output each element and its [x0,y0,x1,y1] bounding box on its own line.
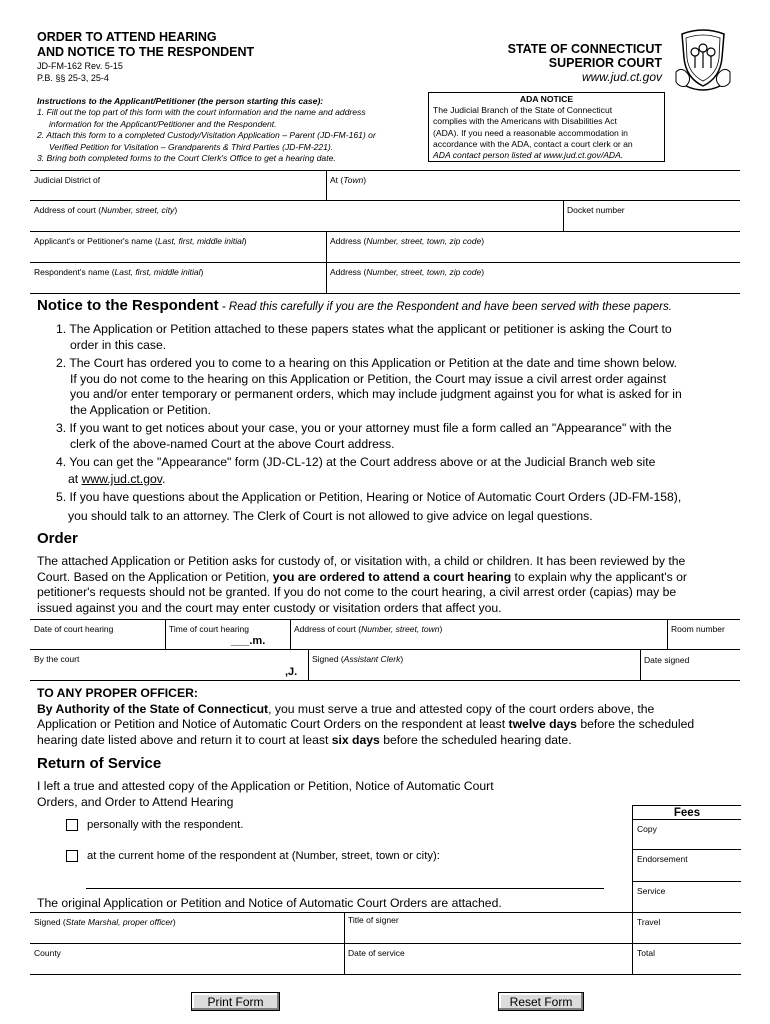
text-part: By Authority of the State of Connecticut [37,701,269,716]
ada-line: ADA contact person listed at www.jud.ct.gov/ADA. [433,150,624,161]
order-line: petitioner's requests should not be granted. If you do not come to the court hearing, a civil arrest order (capias) may be [37,585,677,600]
applicant-address-field[interactable] [326,232,740,263]
label-part: Address ( [330,236,367,246]
field-label: Travel [637,917,661,927]
attached-statement: The original Application or Petition and Notice of Automatic Court Orders are attached. [37,896,502,910]
ada-notice [428,92,665,162]
label-part: ) [200,267,204,277]
notice-item: you should talk to an attorney. The Clerk of Court is not allowed to give advice on legal questions. [68,509,593,523]
label-part: Address of court ( [34,205,102,215]
form-title-line1: ORDER TO ATTEND HEARING [37,30,217,44]
text-part: , you must serve a true and attested copy of the court orders above, the [268,701,655,716]
ada-line: accordance with the ADA, contact a court clerk or an [433,138,633,149]
by-the-court-field[interactable] [30,650,308,681]
label-part: ) [243,236,247,246]
state-seal-icon [672,28,734,92]
service-date-field[interactable] [344,944,632,975]
label-part: Number, street, town, zip code [366,267,482,277]
label-part: ) [174,205,178,215]
notice-item: 1. The Application or Petition attached to these papers states what the applicant or petitioner is asking the Court to [56,322,672,336]
text-part: Court. Based on the Application or Petition, [37,569,273,584]
text-part: six days [331,732,380,747]
court-name: SUPERIOR COURT [548,56,662,70]
label-part: Number, street, town, zip code [366,236,482,246]
text-part: hearing date listed above and return it to court at least [37,732,332,747]
field-label: Service [637,886,666,896]
return-line: Orders, and Order to Attend Hearing [37,794,234,809]
label-part: Last, first, middle initial [157,236,244,246]
label-part: ) [439,624,443,634]
label-part: Signed ( [34,917,66,927]
field-label: Time of court hearing [169,624,249,634]
return-text [37,779,494,810]
signer-title-field[interactable] [344,913,632,944]
label-part: At ( [330,175,344,185]
notice-item: 4. You can get the "Appearance" form (JD-CL-12) at the Court address above or at the Judicial Branch web site [56,455,656,469]
field-label: Endorsement [637,854,688,864]
print-form-button[interactable]: Print Form [191,992,280,1011]
field-label [330,267,484,277]
officer-line [37,733,694,749]
time-suffix: ___.m. [231,635,266,647]
form-number: JD-FM-162 Rev. 5-15 [37,61,123,71]
instruction-item: 3. Bring both completed forms to the Court Clerk's Office to get a hearing date. [37,153,336,164]
field-label [34,236,247,246]
ada-line: complies with the Americans with Disabilities Act [433,116,617,127]
order-text [37,554,687,616]
order-line: The attached Application or Petition asks for custody of, or visitation with, a child or children. It has been reviewed by the [37,554,686,568]
instruction-item: Verified Petition for Visitation – Grandparents & Third Parties (JD-FM-221). [49,141,334,152]
field-label: Judicial District of [34,175,101,185]
court-address-field[interactable] [30,201,563,232]
text-part: Application or Petition and Notice of Automatic Court Orders on the respondent at least [37,717,509,732]
hearing-time-field[interactable] [165,620,290,650]
personally-label: personally with the respondent. [87,819,244,831]
label-part: Address ( [330,267,367,277]
at-town-field[interactable] [326,171,740,201]
field-label [330,236,484,246]
field-label [312,654,403,664]
divider [633,805,741,806]
text-part: before the scheduled [576,717,695,732]
field-label: Date of service [348,948,405,958]
hearing-date-field[interactable] [30,620,165,650]
label-part: ) [481,267,485,277]
label-part: Respondent's name ( [34,267,115,277]
field-label [330,175,366,185]
notice-item: order in this case. [70,338,167,352]
home-checkbox[interactable] [66,850,78,862]
notice-item [68,471,165,487]
notice-subheading: - Read this carefully if you are the Respondent and have been served with these papers. [218,301,672,313]
field-label [34,205,177,215]
fee-service-field[interactable] [633,882,741,913]
label-part: Number, street, city [101,205,175,215]
ada-line: (ADA). If you need a reasonable accommodation in [433,127,628,138]
applicant-name-field[interactable] [30,232,326,263]
instruction-item: 2. Attach this form to a completed Custody/Visitation Application – Parent (JD-FM-161) or [37,130,376,141]
return-line: I left a true and attested copy of the Application or Petition, Notice of Automatic Court [37,779,494,793]
notice-heading: Notice to the Respondent [37,297,219,314]
date-signed-field[interactable] [640,650,740,681]
field-label: Date signed [644,655,690,665]
home-address-label: at the current home of the respondent at (Number, street, town or city): [87,850,440,862]
notice-item: the Application or Petition. [70,403,211,417]
order-heading: Order [37,530,78,547]
label-part: Last, first, middle initial [114,267,201,277]
jud-website-link[interactable]: www.jud.ct.gov [81,472,162,486]
ada-heading: ADA NOTICE [519,94,574,104]
respondent-name-field[interactable] [30,263,326,294]
practice-book-ref: P.B. §§ 25-3, 25-4 [37,73,109,83]
room-number-field[interactable] [667,620,740,650]
notice-item: clerk of the above-named Court at the above Court address. [70,437,395,451]
form-meta [37,60,123,84]
field-label [34,917,176,927]
docket-number-field[interactable] [563,201,740,232]
officer-heading: TO ANY PROPER OFFICER: [37,686,198,700]
field-label: Date of court hearing [34,624,114,634]
notice-item: you and/or enter temporary or permanent orders, which may include judgment against you for what is asked for in [70,387,682,401]
text-part: . [161,472,166,486]
field-label: County [34,948,61,958]
county-field[interactable] [30,944,344,975]
label-part: Applicant's or Petitioner's name ( [34,236,158,246]
fee-endorsement-field[interactable] [633,850,741,882]
label-part: ) [172,917,176,927]
field-label [34,267,203,277]
label-part: ) [363,175,367,185]
fees-table [632,805,740,975]
label-part: ) [481,236,485,246]
officer-line [37,702,694,718]
personally-checkbox[interactable] [66,819,78,831]
order-line [37,570,687,586]
label-part: ) [400,654,404,664]
label-part: State Marshal, proper officer [65,917,173,927]
instructions-block [37,96,427,164]
reset-form-button[interactable]: Reset Form [498,992,584,1011]
fees-heading: Fees [673,807,701,819]
field-label: Total [637,948,655,958]
fee-total-field[interactable] [633,944,741,975]
instruction-item: information for the Applicant/Petitioner and the Respondent. [49,118,277,129]
officer-line [37,717,694,733]
field-label: Docket number [567,205,625,215]
field-label: Title of signer [348,915,399,925]
text-part: twelve days [508,717,577,732]
field-label [294,624,442,634]
field-label: Copy [637,824,657,834]
home-address-line[interactable] [86,888,604,889]
fee-travel-field[interactable] [633,913,741,944]
order-line: issued against you and the court may enter custody or visitation orders that affect you. [37,600,502,615]
notice-item: 2. The Court has ordered you to come to a hearing on this Application or Petition at the date and time shown below. [56,356,678,370]
judge-suffix: ,J. [285,666,298,678]
court-header [508,42,662,84]
notice-item: 5. If you have questions about the Application or Petition, Hearing or Notice of Automatic Court Orders (JD-FM-158), [56,490,682,504]
text-part: before the scheduled hearing date. [379,732,572,747]
text-part: you are ordered to attend a court hearing [272,569,512,584]
text-part: at [68,472,82,486]
instruction-item: 1. Fill out the top part of this form with the court information and the name and address [37,107,366,118]
text-part: to explain why the applicant's or [511,569,687,584]
field-label: Room number [671,624,725,634]
label-part: Number, street, town [361,624,440,634]
officer-section [37,686,694,748]
label-part: Assistant Clerk [343,654,401,664]
notice-heading-row [37,297,672,315]
ada-line: The Judicial Branch of the State of Connecticut [433,105,613,116]
hearing-court-address-field[interactable] [290,620,667,650]
return-heading: Return of Service [37,755,162,772]
marshal-signature-field[interactable] [30,913,344,944]
label-part: Address of court ( [294,624,362,634]
respondent-address-field[interactable] [326,263,740,294]
field-label: By the court [34,654,80,664]
form-title-line2: AND NOTICE TO THE RESPONDENT [37,45,255,59]
instructions-heading: Instructions to the Applicant/Petitioner (the person starting this case): [37,96,324,106]
notice-item: If you do not come to the hearing on this Application or Petition, the Court may issue a civil arrest order against [70,372,667,386]
website-text: www.jud.ct.gov [581,70,662,84]
notice-item: 3. If you want to get notices about your case, you or your attorney must file a form called an "Appearance" with the [56,421,672,435]
label-part: Town [343,175,364,185]
form-title [37,30,254,60]
label-part: Signed ( [312,654,344,664]
judicial-district-field[interactable] [30,171,326,201]
fee-copy-field[interactable] [633,819,741,850]
assistant-clerk-signature-field[interactable] [308,650,640,681]
state-name: STATE OF CONNECTICUT [507,42,662,56]
